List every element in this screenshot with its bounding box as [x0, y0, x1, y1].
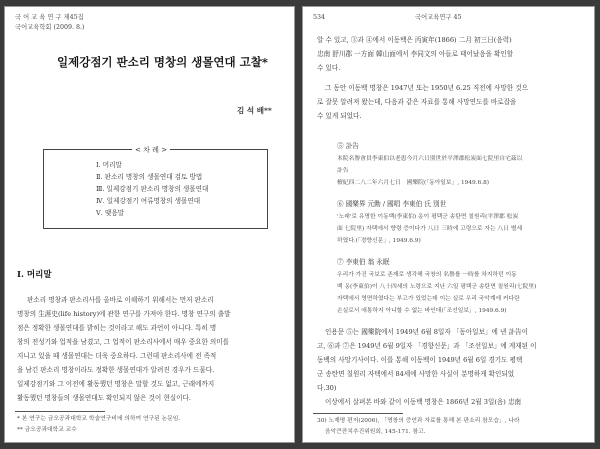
body-line: 인용문 ⑤는 國樂院에서 1949년 6월 8일자 「동아일보」에 낸 訃告이 — [325, 328, 528, 336]
quote-line: 백 옹(李東伯)이 八十四세의 노령으로 지난 六일 평택군 송탄면 칠원리(七院里) — [337, 284, 537, 290]
running-head: 국어교육연구 45 — [415, 14, 462, 21]
body-line: 수 있게 되었다. — [317, 112, 362, 120]
journal-line-1: 국 어 교 육 연 구 제45집 — [15, 14, 84, 21]
body-line: 군 송탄면 칠원리 자택에서 84세에 사망한 사실이 분명하게 확인되었 — [317, 370, 515, 378]
quote-label-6: ⑥ 國樂界 元勳 / 國唱 李東伯 氏 別世 — [337, 200, 447, 208]
quote-line: '노래'로 유명한 이동백(李東伯) 옹이 평택군 송탄면 칠원리(平澤郡 松炭 — [337, 214, 519, 220]
body-line: 고, ⑥과 ⑦은 1949년 6월 9일자 「경향신문」과 「조선일보」에 게재된 이 — [317, 342, 537, 350]
footnote: 30) 노재명 편저(2006), 「명창의 증언과 자료를 통해 본 판소리 참모습」, 나라 — [317, 418, 520, 424]
toc-item: Ⅳ. 일제강점기 여류명창의 생몰연대 — [96, 197, 201, 205]
body-line: 일제강점기와 그 이전에 활동했던 명창은 말할 것도 없고, 근래에까지 — [17, 380, 215, 388]
footnote-divider — [313, 413, 403, 414]
right-page — [302, 6, 595, 443]
body-line: 다.30) — [317, 384, 337, 392]
body-line: 명창의 生涯史(life history)에 관한 연구를 가져야 한다. 명창 연구의 출발 — [17, 310, 231, 318]
quote-label-7: ⑦ 李東伯 翁 永眠 — [337, 258, 390, 266]
quote-line: 우리가 가진 국보로 존재로 생각해 국창의 名譽를 一時를 차지하던 이동 — [337, 272, 517, 278]
quote-line: 本院名譽會員李東伯以老患今月六日別世於平澤郡松炭面七院里自宅茲以 — [337, 156, 523, 162]
toc-item: Ⅱ. 판소리 명창의 생몰연대 검토 방법 — [96, 173, 203, 181]
body-line: 창의 전성기와 업적을 남겼고, 그 업적이 판소리사에서 매우 중요한 의미를 — [17, 338, 230, 346]
footnote: ** 금오공과대학교 교수 — [17, 427, 77, 433]
body-line: 로 잘못 알려져 왔는데, 다음과 같은 자료를 통해 사망연도를 바로잡을 — [317, 98, 517, 106]
body-line: 이상에서 살펴본 바와 같이 이동백 명창은 1866년 2월 3일(음) 忠南 — [325, 398, 522, 406]
body-line: 수 있다. — [317, 64, 341, 72]
table-of-contents — [43, 146, 268, 229]
body-line: 동백의 사망기사이다. 이를 통해 이동백이 1949년 6월 6일 경기도 평택 — [317, 356, 523, 364]
quote-line: 하였다.(「경향신문」, 1949.6.9) — [337, 238, 421, 244]
toc-item: Ⅲ. 일제강점기 판소리 명창의 생몰연대 — [96, 185, 209, 193]
toc-heading: < 차 례 > — [132, 145, 170, 155]
quote-label-5: ⑤ 訃告 — [337, 142, 359, 150]
toc-item: Ⅴ. 맺음말 — [96, 209, 125, 217]
footnote: * 본 연구는 금오공과대학교 학술연구비에 의하여 연구된 논문임. — [17, 416, 181, 422]
quote-line: 檀紀四二八二年六月七日 國樂院(「동아일보」, 1949.6.8) — [337, 180, 490, 186]
body-line: 지니고 있을 때 생몰연대는 더욱 중요하다. 그런데 판소리사에 전 족적 — [17, 352, 217, 360]
footnote: 음악큰잔치추진위원회, 145-171. 참고. — [325, 429, 426, 435]
quote-line: 자택에서 영면하였다는 부고가 있었는데 이는 실로 우리 국악계에 커다란 — [337, 296, 520, 302]
author-name: 김 석 배** — [237, 106, 272, 115]
quote-line: 面 七院里) 자택에서 향령 증이다가 八日 三時에 고령으로 자는 八日 별세 — [337, 226, 523, 232]
paper-title: 일제강점기 판소리 명창의 생몰연대 고찰* — [57, 55, 268, 69]
toc-item: Ⅰ. 머리말 — [96, 161, 122, 169]
quote-line: 손실로서 애통하지 아니할 수 없는 바인데(「조선일보」, 1949.6.9) — [337, 308, 507, 314]
journal-line-2: 국어교육학회 (2009. 8.) — [15, 24, 85, 31]
body-line: 판소리 명창과 판소리사를 올바로 이해하기 위해서는 먼저 판소리 — [27, 296, 214, 304]
body-line: 알 수 있고, ③과 ④에서 이동백은 丙寅年(1866) 二月 初三日(음력) — [317, 36, 512, 44]
body-line: 활동했던 명창들의 생몰연대도 확인되지 않은 것이 현실이다. — [17, 394, 191, 402]
section-heading: Ⅰ. 머리말 — [17, 270, 52, 280]
quote-line: 訃告 — [337, 168, 349, 174]
page-number: 534 — [313, 14, 326, 21]
body-line: 그 동안 이동백 명창은 1947년 또는 1950년 6.25 직전에 사망한 것으 — [325, 84, 528, 92]
left-page — [4, 6, 295, 443]
body-line: 忠南 舒川郡 一方面 韓山面에서 李同文의 아들로 태어났음을 확인할 — [317, 50, 514, 58]
footnote-divider — [15, 411, 105, 412]
body-line: 점은 정확한 생몰연대를 밝히는 것이라고 해도 과언이 아니다. 특히 명 — [17, 324, 217, 332]
body-line: 을 남긴 판소리 명창이라도 정확한 생몰연대가 알려진 경우가 드물다. — [17, 366, 215, 374]
